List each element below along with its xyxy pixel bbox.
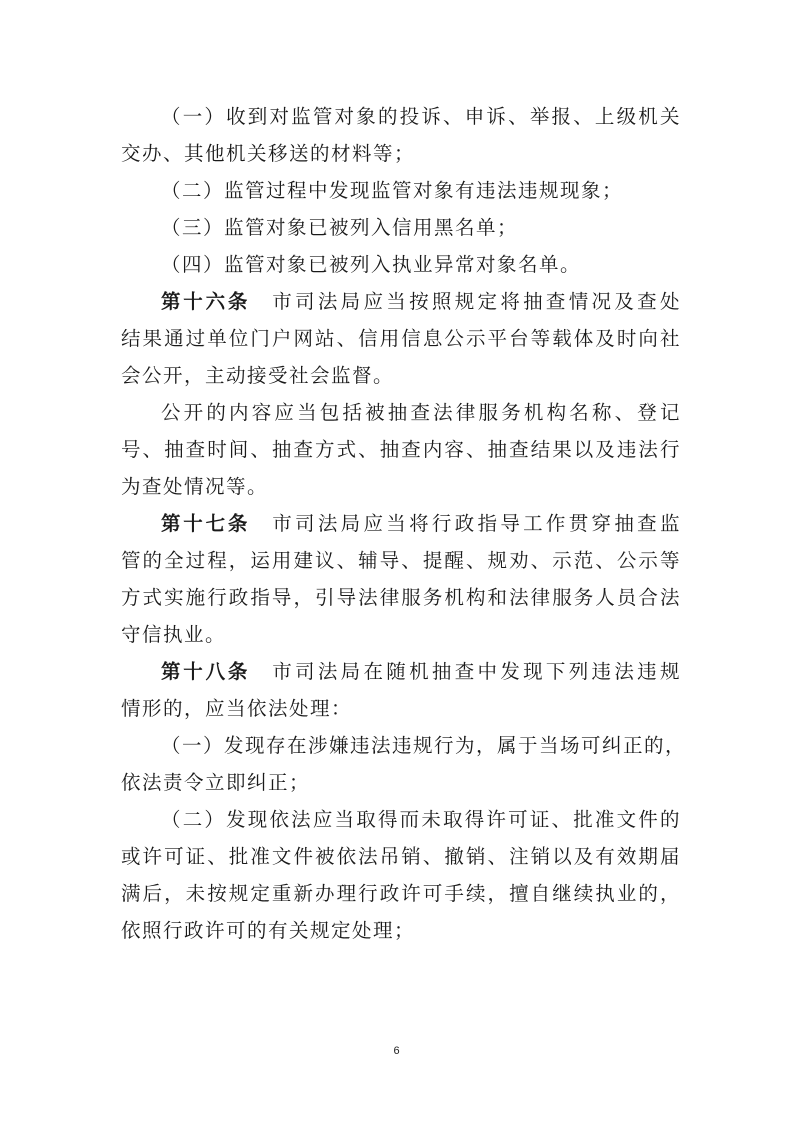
text-line: 情形的，应当依法处理： bbox=[121, 697, 353, 720]
paragraph bbox=[121, 727, 687, 801]
article-text: 市司法局应当按照规定将抽查情况及查处 bbox=[272, 290, 681, 313]
paragraph bbox=[121, 801, 681, 949]
body-text bbox=[121, 98, 687, 949]
text-line: （一）收到对监管对象的投诉、申诉、举报、上级机关 bbox=[161, 105, 681, 128]
text-line: 交办、其他机关移送的材料等； bbox=[121, 142, 416, 165]
text-line: （一）发现存在涉嫌违法违规行为，属于当场可纠正的， bbox=[161, 734, 687, 757]
text-line bbox=[121, 283, 681, 320]
text-line: （四）监管对象已被列入执业异常对象名单。 bbox=[161, 253, 582, 276]
article-text: 市司法局应当将行政指导工作贯穿抽查监 bbox=[272, 512, 681, 535]
text-line: 守信执业。 bbox=[121, 623, 227, 646]
paragraph bbox=[121, 209, 681, 246]
text-line: （三）监管对象已被列入信用黑名单； bbox=[161, 216, 519, 239]
text-line: 号、抽查时间、抽查方式、抽查内容、抽查结果以及违法行 bbox=[121, 438, 681, 461]
text-line: 为查处情况等。 bbox=[121, 475, 269, 498]
text-line: 或许可证、批准文件被依法吊销、撤销、注销以及有效期届 bbox=[121, 845, 681, 868]
text-line: 依照行政许可的有关规定处理； bbox=[121, 919, 416, 942]
text-line: （二）发现依法应当取得而未取得许可证、批准文件的 bbox=[161, 808, 681, 831]
text-line: 结果通过单位门户网站、信用信息公示平台等载体及时向社 bbox=[121, 327, 681, 350]
article-number: 第十七条 bbox=[161, 512, 251, 535]
paragraph bbox=[121, 246, 681, 283]
text-line bbox=[121, 505, 681, 542]
page-number: 6 bbox=[393, 1045, 400, 1057]
text-line: 管的全过程，运用建议、辅导、提醒、规劝、示范、公示等 bbox=[121, 549, 681, 572]
text-line: 会公开，主动接受社会监督。 bbox=[121, 364, 395, 387]
article-text: 市司法局在随机抽查中发现下列违法违规 bbox=[272, 660, 681, 683]
paragraph bbox=[121, 98, 681, 172]
text-line: （二）监管过程中发现监管对象有违法违规现象； bbox=[161, 179, 624, 202]
text-line: 满后，未按规定重新办理行政许可手续，擅自继续执业的， bbox=[121, 882, 681, 905]
article-paragraph bbox=[121, 283, 681, 394]
article-number: 第十六条 bbox=[161, 290, 251, 313]
article-paragraph bbox=[121, 653, 681, 727]
text-line: 方式实施行政指导，引导法律服务机构和法律服务人员合法 bbox=[121, 586, 681, 609]
article-number: 第十八条 bbox=[161, 660, 251, 683]
text-line bbox=[121, 653, 681, 690]
text-line: 依法责令立即纠正； bbox=[121, 771, 311, 794]
paragraph bbox=[121, 172, 681, 209]
article-paragraph bbox=[121, 505, 681, 653]
text-line: 公开的内容应当包括被抽查法律服务机构名称、登记 bbox=[161, 401, 681, 424]
paragraph bbox=[121, 394, 681, 505]
